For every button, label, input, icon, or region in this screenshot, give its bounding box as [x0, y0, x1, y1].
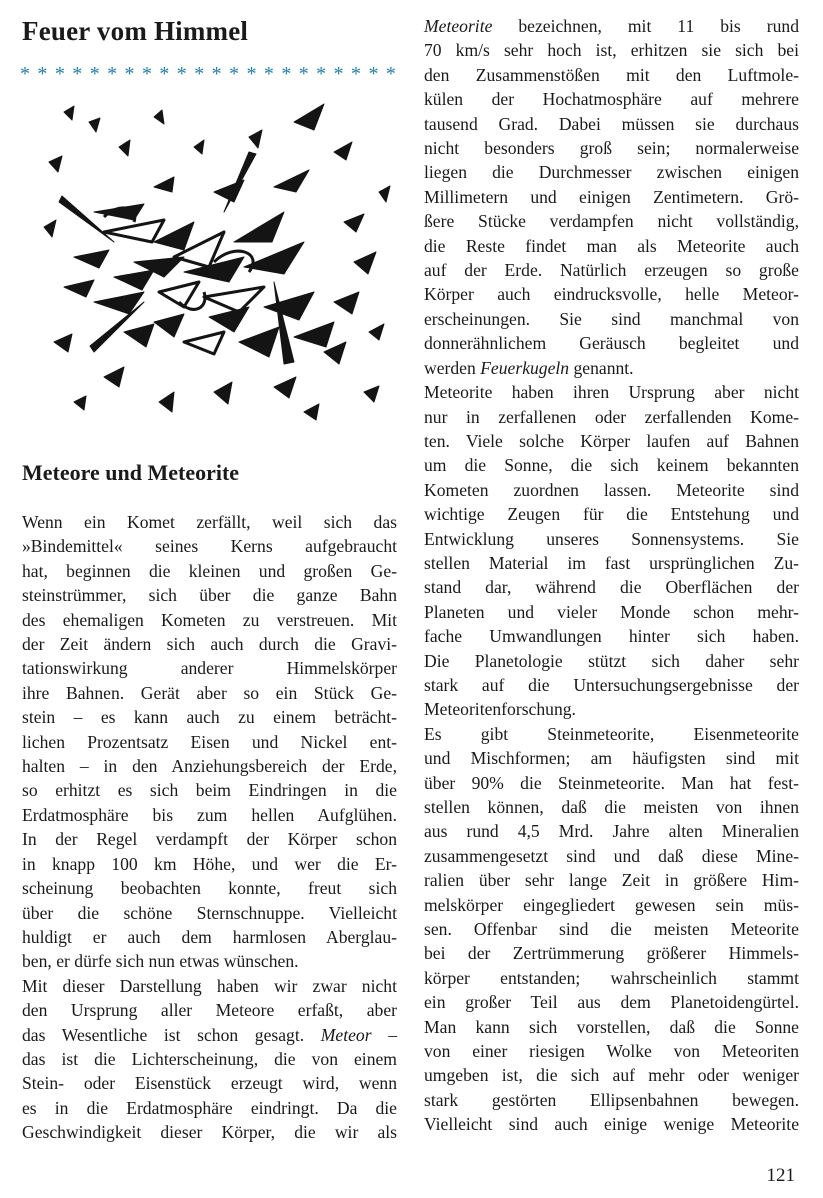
emphasized-term: Meteor: [320, 1024, 372, 1045]
text-line: »Bindemittel« seines Kerns aufgebraucht: [22, 536, 397, 557]
text-line: stand dar, während die Oberflächen der: [424, 577, 799, 598]
text-line: das Wesentliche ist schon gesagt. Meteor –: [22, 1024, 397, 1045]
text-line: Entwicklung unseres Sonnensystems. Sie: [424, 528, 799, 549]
text-line: so erhitzt es sich beim Eindringen in die: [22, 780, 397, 801]
paragraph: [424, 722, 799, 1137]
text-line: über 90% die Steinmeteorite. Man hat fest-: [424, 772, 799, 793]
text-line: halten – in den Anziehungsbereich der Erde,: [22, 756, 397, 777]
star-icon: *: [385, 63, 396, 85]
text-line: umgeben ist, die sich auf mehr oder weniger: [424, 1065, 799, 1086]
paragraph: [424, 380, 799, 722]
page-number: 121: [766, 1165, 795, 1186]
text-line: zusammengesetzt sind und daß diese Mine-: [424, 845, 799, 866]
text-line: sen. Offenbar sind die meisten Meteorite: [424, 919, 799, 940]
star-icon: *: [107, 63, 118, 85]
star-icon: *: [124, 63, 135, 85]
text-line: melskörper eingegliedert gewesen sein müs-: [424, 894, 799, 915]
section-heading: Meteore und Meteorite: [22, 460, 240, 485]
star-icon: *: [333, 63, 344, 85]
text-line: fache Umwandlungen hinter sich haben.: [424, 626, 799, 647]
text-line: Stein- oder Eisenstück erzeugt wird, wenn: [22, 1073, 397, 1094]
text-line: tausend Grad. Dabei müssen sie durchaus: [424, 113, 799, 134]
text-line: stein – es kann auch zu einem beträcht-: [22, 707, 397, 728]
text-line: ein großer Teil aus dem Planetoidengürtel.: [424, 992, 799, 1013]
text-line: Körper auch eindrucksvolle, helle Meteor-: [424, 284, 799, 305]
text-line: Es gibt Steinmeteorite, Eisenmeteorite: [424, 723, 799, 744]
text-line: külen der Hochatmosphäre auf mehrere: [424, 89, 799, 110]
text-line: Wenn ein Komet zerfällt, weil sich das: [22, 512, 397, 532]
text-line: werden Feuerkugeln genannt.: [424, 357, 634, 378]
text-line: in knapp 100 km Höhe, und wer die Er-: [22, 853, 397, 874]
text-line: lichen Prozentsatz Eisen und Nickel ent-: [22, 731, 397, 752]
text-line: Meteoritenforschung.: [424, 699, 576, 720]
text-line: um die Sonne, die sich keinem bekannten: [424, 455, 799, 476]
star-icon: *: [194, 63, 205, 85]
text-line: ten. Viele solche Körper laufen auf Bahnen: [424, 430, 799, 451]
text-line: stellen können, daß die meisten von ihnen: [424, 797, 799, 817]
star-icon: *: [281, 63, 292, 85]
text-line: Vielleicht sind auch einige wenige Meteorite: [424, 1114, 799, 1135]
text-line: Die Planetologie stützt sich daher sehr: [424, 650, 799, 671]
right-text-column: [424, 14, 799, 1137]
text-line: Kometen zuordnen lassen. Meteorite sind: [424, 479, 799, 500]
text-line: liegen die Durchmesser zwischen einigen: [424, 162, 799, 183]
star-icon: *: [89, 63, 100, 85]
text-line: In der Regel verdampft der Körper schon: [22, 829, 397, 850]
emphasized-term: Meteorite: [424, 16, 493, 36]
text-line: über die schöne Sternschnuppe. Vielleicht: [22, 902, 397, 923]
paragraph: [22, 510, 397, 974]
text-line: stellen Material im fast ursprünglichen Zu-: [424, 552, 799, 573]
paragraph: [424, 14, 799, 380]
text-line: Man kann sich vorstellen, daß die Sonne: [424, 1016, 799, 1037]
text-line: Mit dieser Darstellung haben wir zwar nicht: [22, 975, 397, 996]
text-line: Meteorite haben ihren Ursprung aber nicht: [424, 382, 799, 403]
text-line: nicht besonders groß sein; normalerweise: [424, 138, 799, 159]
text-line: wichtige Zeugen für die Entstehung und: [424, 504, 799, 525]
paragraph: [22, 974, 397, 1145]
page-title: Feuer vom Himmel: [22, 16, 249, 46]
star-icon: *: [37, 63, 48, 85]
star-icon: *: [20, 63, 30, 85]
star-icon: *: [141, 63, 152, 85]
star-icon: *: [368, 63, 379, 85]
text-line: Geschwindigkeit dieser Körper, die wir als: [22, 1122, 397, 1143]
text-line: scheinung beobachten konnte, freut sich: [22, 878, 397, 899]
text-line: es in die Erdatmosphäre eindringt. Da die: [22, 1097, 397, 1118]
text-line: der Zeit ändern sich auch durch die Gravi-: [22, 634, 397, 655]
text-line: den Ursprung aller Meteore erfaßt, aber: [22, 1000, 397, 1021]
text-line: das ist die Lichterscheinung, die von einem: [22, 1048, 397, 1069]
text-line: von einer riesigen Wolke von Meteoriten: [424, 1041, 799, 1062]
text-line: aus rund 4,5 Mrd. Jahre alten Mineralien: [424, 821, 799, 842]
star-icon: *: [211, 63, 222, 85]
text-line: stark gestörten Ellipsenbahnen bewegen.: [424, 1089, 799, 1110]
text-line: ßere Stücke verdampfen nicht vollständig,: [424, 211, 799, 232]
star-icon: *: [246, 63, 257, 85]
text-line: ihre Bahnen. Gerät aber so ein Stück Ge-: [22, 682, 397, 703]
text-line: ralien über sehr lange Zeit in größere Him-: [424, 870, 799, 891]
text-line: Erdatmosphäre bis zum hellen Aufglühen.: [22, 804, 397, 825]
star-icon: *: [159, 63, 170, 85]
text-line: auf der Erde. Natürlich erzeugen so große: [424, 260, 799, 281]
text-line: die Reste findet man als Meteorite auch: [424, 235, 799, 256]
star-icon: *: [316, 63, 327, 85]
text-line: bei der Zertrümmerung größerer Himmels-: [424, 943, 799, 964]
left-text-column: [22, 510, 397, 1145]
star-icon: *: [72, 63, 83, 85]
text-line: des ehemaligen Kometen zu verstreuen. Mit: [22, 609, 397, 630]
text-line: steinstrümmer, sich über die ganze Bahn: [22, 585, 397, 606]
text-line: körper entstanden; wahrscheinlich stammt: [424, 967, 799, 988]
text-line: stark auf die Untersuchungsergebnisse der: [424, 674, 799, 695]
text-line: Millimetern und einigen Zentimetern. Grö-: [424, 186, 799, 207]
star-icon: *: [263, 63, 274, 85]
text-line: erscheinungen. Sie sind manchmal von: [424, 308, 799, 329]
text-line: Meteorite bezeichnen, mit 11 bis rund: [424, 16, 799, 36]
text-line: donnerähnlichem Geräusch begleitet und: [424, 333, 799, 354]
star-icon: *: [176, 63, 187, 85]
text-line: hat, beginnen die kleinen und großen Ge-: [22, 560, 397, 581]
star-icon: *: [298, 63, 309, 85]
star-icon: *: [54, 63, 65, 85]
text-line: 70 km/s sehr hoch ist, erhitzen sie sich bei: [424, 40, 799, 61]
emphasized-term: Feuerkugeln: [480, 357, 570, 378]
text-line: den Zusammenstößen mit den Luftmole-: [424, 64, 799, 85]
text-line: Planeten und vieler Monde schon mehr-: [424, 601, 799, 622]
text-line: und Mischformen; am häufigsten sind mit: [424, 748, 799, 769]
text-line: nur in zerfallenen oder zerfallenden Kome-: [424, 406, 799, 427]
star-icon: *: [351, 63, 362, 85]
text-line: ben, er dürfe sich nun etwas wünschen.: [22, 951, 299, 972]
star-divider: [20, 64, 396, 84]
meteor-shower-illustration: [34, 92, 396, 427]
star-icon: *: [229, 63, 240, 85]
text-line: tationswirkung anderer Himmelskörper: [22, 658, 397, 679]
text-line: huldigt er auch dem harmlosen Aberglau-: [22, 926, 397, 947]
